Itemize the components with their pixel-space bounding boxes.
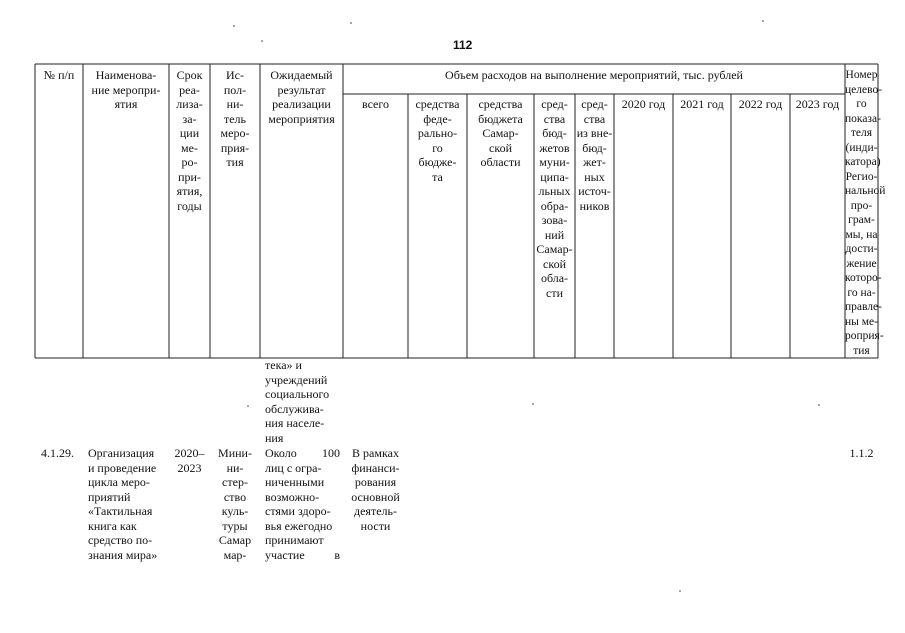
scan-speck xyxy=(247,405,249,407)
header-num: № п/п xyxy=(43,68,75,82)
row-result-first-right: 100 xyxy=(322,446,340,460)
row-indicator: 1.1.2 xyxy=(849,446,874,460)
continuation-text: тека» и учреждений социального обслужива- ния населе- ния xyxy=(265,358,330,445)
header-executor: Ис- пол- ни- тель меро- прия- тия xyxy=(220,68,250,169)
header-result: Ожидаемый результат реализации мероприятия xyxy=(268,68,335,126)
subheader-total: всего xyxy=(361,97,390,111)
page-number: 112 xyxy=(453,38,473,52)
row-result-first-left: Около xyxy=(265,446,297,460)
header-volume: Объем расходов на выполнение мероприятий, тыс. рублей xyxy=(445,68,743,82)
scan-speck xyxy=(350,22,352,24)
row-result xyxy=(265,446,340,562)
scan-speck xyxy=(818,404,820,406)
row-executor: Мини- ни- стер- ство куль- туры Самар мар- xyxy=(218,446,252,562)
scan-speck xyxy=(679,590,681,592)
scan-speck xyxy=(261,40,263,42)
subheader-2021: 2021 год xyxy=(680,97,724,111)
subheader-regional: средства бюджета Самар- ской области xyxy=(478,97,523,169)
subheader-extra: сред- ства из вне- бюд- жет- ных источ- ников xyxy=(576,97,613,213)
row-number: 4.1.29. xyxy=(41,446,74,460)
scan-speck xyxy=(762,20,764,22)
scan-speck xyxy=(532,403,534,405)
row-result-last-right: в xyxy=(334,547,340,562)
header-term: Срок реа- лиза- за- ции ме- ро- при- ятия, годы xyxy=(176,68,203,213)
subheader-2020: 2020 год xyxy=(621,97,666,111)
row-name: Организация и проведение цикла меро- приятий «Тактильная книга как средство по- знания мира» xyxy=(88,446,158,562)
row-result-last-line xyxy=(265,548,340,563)
row-result-body: лиц с огра- ниченными возможно- стями здоро- вья ежегодно принимают xyxy=(265,460,333,547)
subheader-federal: средства феде- рально- го бюдже- та xyxy=(415,97,460,184)
subheader-2023: 2023 год xyxy=(795,97,840,111)
scan-speck xyxy=(233,25,235,27)
row-result-last-left: участие xyxy=(265,547,305,562)
subheader-2022: 2022 год xyxy=(738,97,783,111)
header-indicator: Номер целево- го показа- теля (инди- катора) Регио- нальной про- грам- мы, на дости- жение которо- го на- правле- ны ме- роприя- тия xyxy=(845,69,886,357)
row-result-first-line xyxy=(265,446,340,461)
subheader-municipal: сред- ства бюд- жетов муни- ципа- льных обра- зова- ний Самар- ской обла- сти xyxy=(536,97,573,300)
row-funding: В рамках финанси- рования основной деятель- ности xyxy=(351,446,400,533)
header-name: Наименова- ние меропри- ятия xyxy=(91,68,161,111)
row-term: 2020– 2023 xyxy=(174,446,205,475)
